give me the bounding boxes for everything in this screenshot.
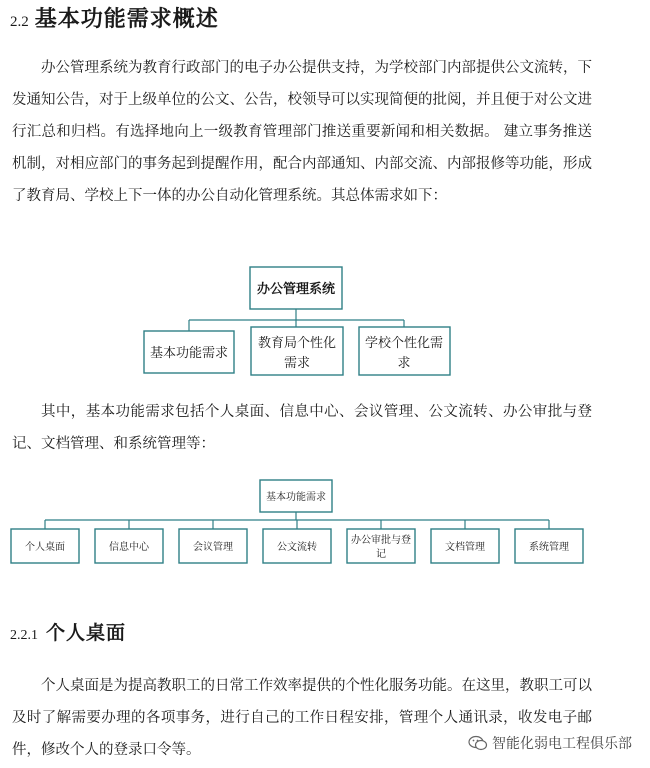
svg-text:学校个性化需: 学校个性化需 xyxy=(364,336,444,351)
diagram1-node-edu-bureau xyxy=(251,327,343,375)
diagram2-node-document-flow xyxy=(263,529,331,563)
diagram2-root-node xyxy=(260,480,332,512)
svg-text:需求: 需求 xyxy=(283,356,311,371)
svg-text:文档管理: 文档管理 xyxy=(445,542,485,553)
subsection-number: 2.2.1 xyxy=(10,628,38,643)
wechat-icon xyxy=(468,735,488,751)
diagram2-node-approval xyxy=(347,529,415,563)
svg-text:会议管理: 会议管理 xyxy=(193,542,233,553)
svg-text:公文流转: 公文流转 xyxy=(277,542,317,553)
paragraph-basic-functions: 其中，基本功能需求包括个人桌面、信息中心、会议管理、公文流转、办公审批与登记、文档管理、和系统管理等： xyxy=(12,404,592,452)
svg-text:个人桌面: 个人桌面 xyxy=(25,542,65,553)
diagram2-connectors xyxy=(45,512,549,529)
diagram1-node-basic xyxy=(144,331,234,373)
svg-text:求: 求 xyxy=(397,356,411,371)
watermark-text: 智能化弱电工程俱乐部 xyxy=(492,736,632,752)
svg-text:系统管理: 系统管理 xyxy=(529,542,569,553)
diagram2-root-label: 基本功能需求 xyxy=(266,492,326,503)
svg-text:教育局个性化: 教育局个性化 xyxy=(257,336,337,351)
svg-text:办公审批与登: 办公审批与登 xyxy=(351,535,411,546)
paragraph-personal-desktop: 个人桌面是为提高教职工的日常工作效率提供的个性化服务功能。在这里，教职工可以及时了解需要办理的各项事务，进行自己的工作日程安排，管理个人通讯录，收发电子邮件，修改个人的登录口令等。 xyxy=(12,678,592,758)
section-number: 2.2 xyxy=(10,14,29,30)
diagram2-node-doc-management xyxy=(431,529,499,563)
paragraph-overview: 办公管理系统为教育行政部门的电子办公提供支持，为学校部门内部提供公文流转，下发通知公告，对于上级单位的公文、公告，校领导可以实现简便的批阅，并且便于对公文进行汇总和归档。有选择地向上一级教育管理部门推送重要新闻和相关数据。 建立事务推送机制，对相应部门的事务起到提醒作用，配合内部通知、内部交流、内部报修等功能，形成了教育局、学校上下一体的办公自动化管理系统。其总体需求如下： xyxy=(12,60,592,204)
watermark xyxy=(468,733,632,753)
diagram2-node-meeting xyxy=(179,529,247,563)
diagram1-node-school xyxy=(359,327,450,375)
diagram1-root-node xyxy=(250,267,342,309)
diagram1-root-label: 办公管理系统 xyxy=(256,282,336,297)
svg-text:信息中心: 信息中心 xyxy=(109,542,149,553)
subsection-heading xyxy=(10,618,126,645)
svg-text:记: 记 xyxy=(376,549,386,560)
diagram2-node-info-center xyxy=(95,529,163,563)
svg-text:基本功能需求: 基本功能需求 xyxy=(149,346,229,361)
subsection-title: 个人桌面 xyxy=(46,622,127,644)
diagram2-node-system-management xyxy=(515,529,583,563)
section-title: 基本功能需求概述 xyxy=(34,7,219,32)
diagram2-node-personal-desktop xyxy=(11,529,79,563)
